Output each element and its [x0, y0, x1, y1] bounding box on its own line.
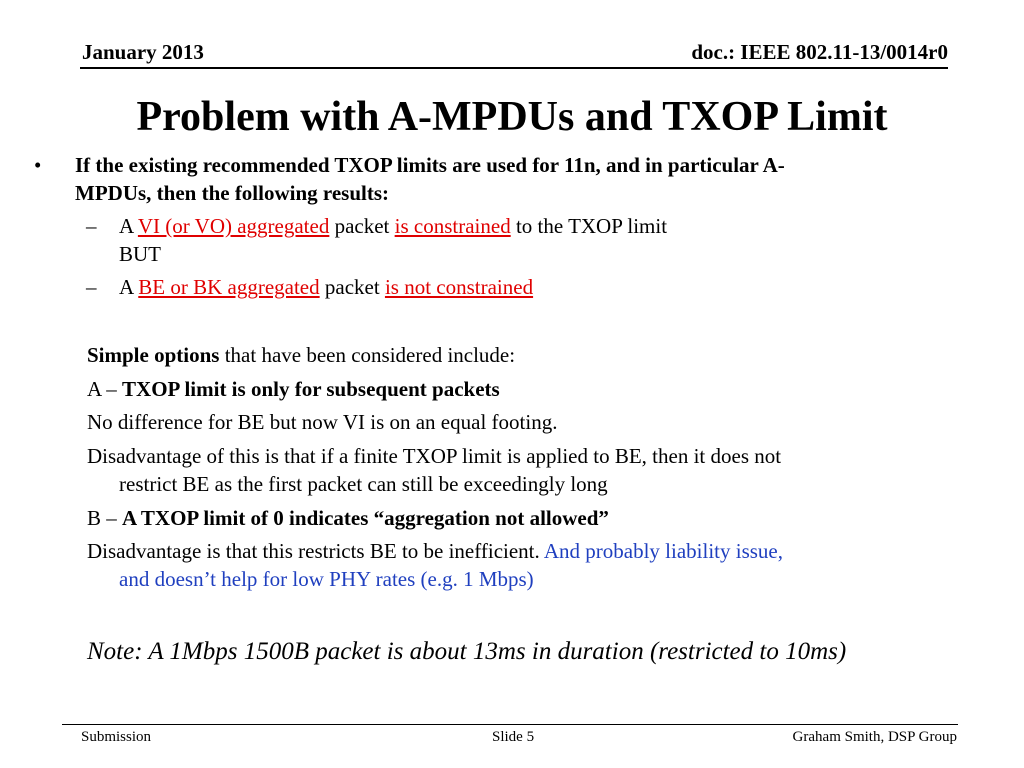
disadvantage-2-black: Disadvantage is that this restricts BE to be inefficient.	[87, 539, 544, 563]
option-a-line	[87, 375, 500, 403]
sub2-red-be: BE or BK aggregated	[138, 275, 320, 299]
header-rule	[80, 67, 948, 69]
sub1-but: BUT	[119, 242, 161, 266]
bullet-marker: •	[34, 153, 42, 177]
disadvantage-1-line-2: restrict BE as the first packet can still be exceedingly long	[119, 472, 608, 496]
sub-dash-2: –	[86, 275, 97, 299]
simple-options-line	[87, 341, 515, 369]
sub1-red-constrained: is constrained	[394, 214, 511, 238]
sub1-end: to the TXOP limit	[510, 214, 668, 238]
simple-options-rest: that have been considered include:	[219, 343, 516, 367]
disadvantage-2-blue-1: And probably liability issue,	[543, 539, 783, 563]
sub2-a: A	[119, 275, 139, 299]
footer-rule	[62, 724, 958, 725]
simple-options-bold: Simple options	[87, 343, 220, 367]
sub1-a: A	[119, 214, 138, 238]
header-doc-id: doc.: IEEE 802.11-13/0014r0	[691, 40, 948, 64]
disadvantage-2-line-2: and doesn’t help for low PHY rates (e.g. 1 Mbps)	[119, 567, 534, 591]
sub-item-1	[119, 212, 667, 240]
footer-submission: Submission	[81, 729, 152, 745]
option-b-prefix: B –	[87, 506, 123, 530]
sub-dash-1: –	[86, 214, 97, 238]
sub-item-2	[119, 273, 533, 301]
option-a-bold: TXOP limit is only for subsequent packets	[122, 377, 500, 401]
footer-author: Graham Smith, DSP Group	[792, 729, 957, 745]
sub1-mid: packet	[329, 214, 395, 238]
sub1-red-vi: VI (or VO) aggregated	[137, 214, 330, 238]
disadvantage-1-line-1: Disadvantage of this is that if a finite TXOP limit is applied to BE, then it does not	[87, 444, 782, 468]
sub2-mid: packet	[319, 275, 385, 299]
header-date: January 2013	[82, 40, 204, 64]
option-a-prefix: A –	[87, 377, 123, 401]
duration-note: Note: A 1Mbps 1500B packet is about 13ms in duration (restricted to 10ms)	[87, 638, 847, 665]
footer-slide-number: Slide 5	[492, 729, 535, 745]
slide-title: Problem with A-MPDUs and TXOP Limit	[136, 94, 888, 140]
sub2-red-not-constrained: is not constrained	[384, 275, 534, 299]
bullet-line-1: If the existing recommended TXOP limits are used for 11n, and in particular A-	[75, 153, 785, 177]
bullet-line-2: MPDUs, then the following results:	[75, 181, 390, 205]
no-difference-line: No difference for BE but now VI is on an equal footing.	[87, 410, 558, 434]
option-b-line	[87, 504, 609, 532]
disadvantage-2-line-1	[87, 537, 783, 565]
option-b-bold: A TXOP limit of 0 indicates “aggregation not allowed”	[122, 506, 609, 530]
